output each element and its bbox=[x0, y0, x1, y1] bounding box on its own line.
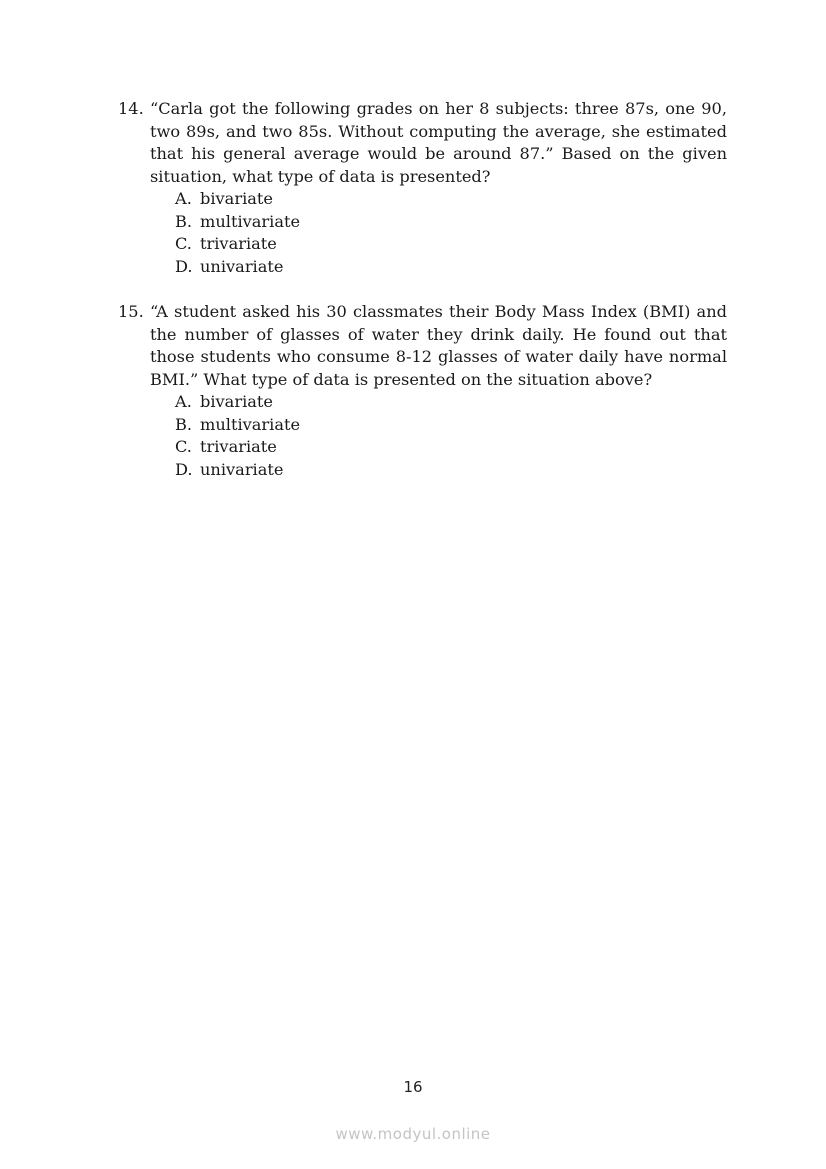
choice-letter: D. bbox=[175, 459, 193, 479]
question-15 bbox=[118, 301, 727, 481]
question-stem bbox=[118, 301, 727, 391]
choice-text: bivariate bbox=[200, 189, 273, 208]
question-number: 15. bbox=[118, 302, 144, 321]
choice-letter: A. bbox=[175, 392, 192, 411]
choice-text: trivariate bbox=[200, 437, 277, 456]
choice-text: univariate bbox=[200, 459, 284, 479]
choice-b bbox=[175, 414, 727, 437]
choice-letter: C. bbox=[175, 437, 192, 456]
choice-letter: A. bbox=[175, 189, 192, 208]
choice-letter: C. bbox=[175, 234, 192, 253]
choice-text: trivariate bbox=[200, 234, 277, 253]
question-text: “Carla got the following grades on her 8 subjects: three 87s, one 90, two 89s, and two 85s. Without computing the average, she estimated that his general average would be around 87.” Based on the given situation, what type of data is presented? bbox=[150, 99, 727, 186]
question-number: 14. bbox=[118, 99, 144, 118]
choice-letter: B. bbox=[175, 414, 193, 434]
question-text: “A student asked his 30 classmates their Body Mass Index (BMI) and the number of glasses of water they drink daily. He found out that those students who consume 8-12 glasses of water daily have normal BMI.” What type of data is presented on the situation above? bbox=[150, 302, 727, 389]
choice-d bbox=[175, 256, 727, 279]
choice-letter: D. bbox=[175, 256, 193, 276]
choice-c bbox=[175, 233, 727, 256]
answer-choices bbox=[118, 391, 727, 481]
watermark: www.modyul.online bbox=[335, 1125, 491, 1143]
choice-d bbox=[175, 459, 727, 482]
choice-letter: B. bbox=[175, 211, 193, 231]
choice-c bbox=[175, 436, 727, 459]
choice-b bbox=[175, 211, 727, 234]
choice-text: bivariate bbox=[200, 392, 273, 411]
question-stem bbox=[118, 98, 727, 188]
answer-choices bbox=[118, 188, 727, 278]
choice-a bbox=[175, 188, 727, 211]
page-number: 16 bbox=[403, 1078, 423, 1096]
choice-a bbox=[175, 391, 727, 414]
choice-text: univariate bbox=[200, 256, 284, 276]
choice-text: multivariate bbox=[200, 414, 301, 434]
choice-text: multivariate bbox=[200, 211, 301, 231]
question-14 bbox=[118, 98, 727, 278]
